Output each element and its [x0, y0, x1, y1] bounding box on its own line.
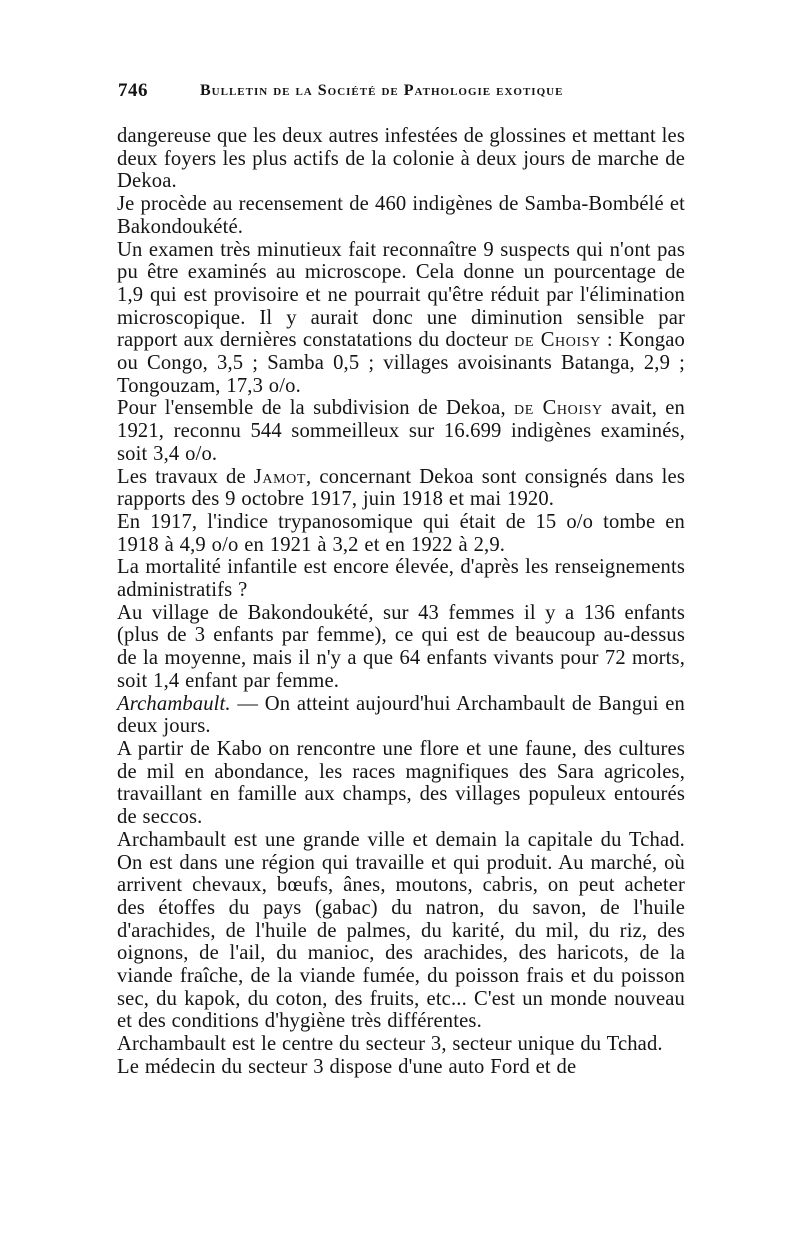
author-name-de-choisy-2: de Choisy — [514, 397, 603, 420]
paragraph-3-text-b: : Kongao ou Congo, 3,5 ; Samba 0,5 ; villages avoisinants Batanga, 2,9 ; Tongouzam, 17,3 o/o. — [117, 329, 685, 397]
paragraph-5-text-b: , concernant Dekoa sont consignés dans les rapports des 9 octobre 1917, juin 1918 et mai 1920. — [117, 465, 685, 511]
paragraph-11: Archambault est une grande ville et demain la capitale du Tchad. On est dans une région qui travaille et qui produit. Au marché, où arrivent chevaux, bœufs, ânes, moutons, cabris, on peut acheter des étoffes du pays (gabac) du natron, du savon, de l'huile d'arachides, de l'huile de palmes, du karité, du mil, du riz, des oignons, de l'ail, du manioc, des arachides, des haricots, de la viande fraîche, de la viande fumée, du poisson frais et du poisson sec, du kapok, du coton, des fruits, etc... C'est un monde nouveau et des conditions d'hygiène très différentes. — [117, 828, 685, 1033]
author-name-de-choisy: de Choisy — [514, 329, 601, 352]
paragraph-9-text: — On atteint aujourd'hui Archambault de Bangui en deux jours. — [117, 692, 685, 738]
paragraph-2: Je procède au recensement de 460 indigènes de Samba-Bombélé et Bakondoukété. — [117, 193, 685, 238]
paragraph-4-text-a: Pour l'ensemble de la subdivision de Dekoa, — [117, 397, 515, 420]
paragraph-10: A partir de Kabo on rencontre une flore et une faune, des cultures de mil en abondance, les races magnifiques des Sara agricoles, travaillant en famille aux champs, des villages populeux entourés de seccos. — [117, 737, 685, 829]
body-text — [117, 125, 685, 1079]
paragraph-5-text-a: Les travaux de — [117, 465, 254, 488]
paragraph-12: Archambault est le centre du secteur 3, secteur unique du Tchad. — [117, 1033, 663, 1056]
paragraph-4-text-b: avait, en 1921, reconnu 544 sommeilleux sur 16.699 indigènes examinés, soit 3,4 o/o. — [117, 397, 686, 465]
paragraph-4 — [117, 397, 685, 465]
section-heading-archambault: Archambault. — [117, 692, 231, 715]
paragraph-9 — [117, 693, 685, 738]
paragraph-13: Le médecin du secteur 3 dispose d'une auto Ford et de — [117, 1055, 577, 1078]
running-header — [118, 80, 688, 106]
paragraph-3 — [117, 239, 685, 398]
paragraph-1: dangereuse que les deux autres infestées de glossines et mettant les deux foyers les plus actifs de la colonie à deux jours de marche de Dekoa. — [117, 125, 685, 193]
paragraph-3-text-a: Un examen très minutieux fait reconnaître 9 suspects qui n'ont pas pu être examinés au microscope. Cela donne un pourcentage de 1,9 qui est provisoire et ne pourrait qu'être réduit par l'élimination microscopique. Il y aurait donc une diminution sensible par rapport aux dernières constatations du docteur — [117, 238, 685, 352]
paragraph-8: Au village de Bakondoukété, sur 43 femmes il y a 136 enfants (plus de 3 enfants par femme), ce qui est de beaucoup au-dessus de la moyenne, mais il n'y a que 64 enfants vivants pour 72 morts, soit 1,4 enfant par femme. — [117, 601, 685, 692]
paragraph-6: En 1917, l'indice trypanosomique qui était de 15 o/o tombe en 1918 à 4,9 o/o en 1921 à 3,2 et en 1922 à 2,9. — [117, 510, 685, 556]
paragraph-5 — [117, 466, 685, 511]
paragraph-7: La mortalité infantile est encore élevée, d'après les renseignements administratifs ? — [117, 556, 685, 602]
page-number: 746 — [118, 80, 148, 101]
running-title: Bulletin de la Société de Pathologie exotique — [200, 82, 564, 99]
author-name-jamot: Jamot — [253, 465, 307, 488]
